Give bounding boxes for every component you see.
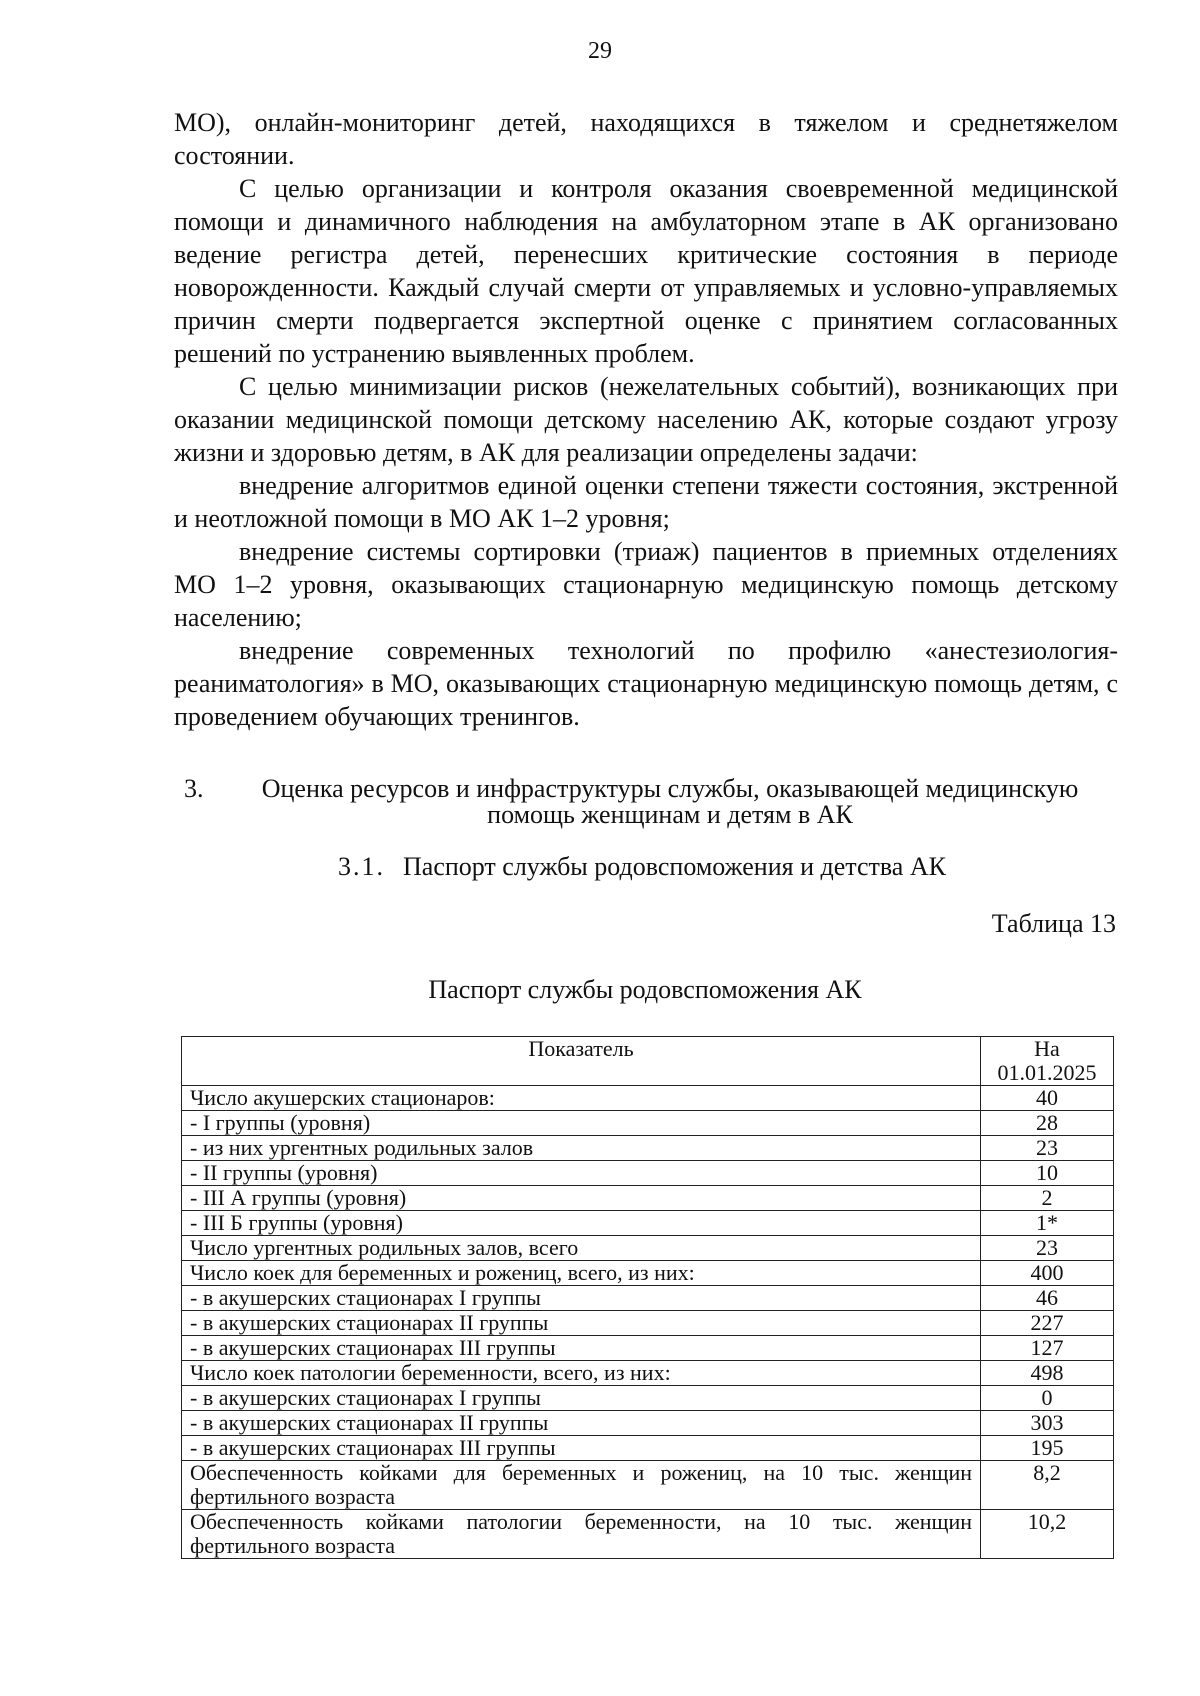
row-value: 227 [981, 1311, 1114, 1336]
table-row [182, 1510, 1114, 1559]
column-header-indicator: Показатель [182, 1037, 981, 1086]
row-indicator: - II группы (уровня) [182, 1161, 981, 1186]
list-item: внедрение алгоритмов единой оценки степени тяжести состояния, экстренной и неотложной помощи в МО АК 1–2 уровня; [174, 471, 1118, 533]
column-header-date: На 01.01.2025 [981, 1037, 1114, 1086]
row-indicator: - в акушерских стационарах III группы [182, 1436, 981, 1461]
list-item: внедрение системы сортировки (триаж) пациентов в приемных отделениях МО 1–2 уровня, оказывающих стационарную медицинскую помощь детскому населению; [174, 537, 1118, 632]
row-value: 23 [981, 1236, 1114, 1261]
row-indicator: Обеспеченность койками для беременных и рожениц, на 10 тыс. женщин фертильного возраста [182, 1461, 981, 1510]
row-value: 10 [981, 1161, 1114, 1186]
paragraph: С целью организации и контроля оказания своевременной медицинской помощи и динамичного наблюдения на амбулаторном этапе в АК организовано ведение регистра детей, перенесших критические состояния в периоде новорожденности. Каждый случай смерти от управляемых и условно-управляемых причин смерти подвергается экспертной оценке с принятием согласованных решений по устранению выявленных проблем. [174, 174, 1118, 368]
subsection-number: 3.1. [338, 852, 385, 881]
row-indicator: - III А группы (уровня) [182, 1186, 981, 1211]
section-title: Оценка ресурсов и инфраструктуры службы, оказывающей медицинскую помощь женщинам и детям в АК [261, 774, 1079, 829]
table-row [182, 1261, 1114, 1286]
table-row [182, 1161, 1114, 1186]
row-indicator: Число акушерских стационаров: [182, 1086, 981, 1111]
row-value: 8,2 [981, 1461, 1114, 1510]
subsection-title: Паспорт службы родовспоможения и детства АК [403, 852, 946, 881]
row-value: 1* [981, 1211, 1114, 1236]
table-row [182, 1111, 1114, 1136]
row-value: 46 [981, 1286, 1114, 1311]
row-value: 127 [981, 1336, 1114, 1361]
row-value: 0 [981, 1386, 1114, 1411]
row-indicator: Число ургентных родильных залов, всего [182, 1236, 981, 1261]
table-row [182, 1436, 1114, 1461]
row-indicator: - в акушерских стационарах III группы [182, 1336, 981, 1361]
table-label: Таблица 13 [991, 909, 1116, 938]
section-number: 3. [184, 774, 204, 803]
table-row [182, 1286, 1114, 1311]
table-row [182, 1086, 1114, 1111]
row-indicator: Обеспеченность койками патологии беременности, на 10 тыс. женщин фертильного возраста [182, 1510, 981, 1559]
row-indicator: - в акушерских стационарах I группы [182, 1386, 981, 1411]
table-row [182, 1386, 1114, 1411]
table-row [182, 1361, 1114, 1386]
row-value: 195 [981, 1436, 1114, 1461]
table-header-row [182, 1037, 1114, 1086]
row-value: 40 [981, 1086, 1114, 1111]
row-indicator: Число коек патологии беременности, всего, из них: [182, 1361, 981, 1386]
table-body [182, 1086, 1114, 1559]
list-item: внедрение современных технологий по профилю «анестезиология-реаниматология» в МО, оказывающих стационарную медицинскую помощь детям, с проведением обучающих тренингов. [174, 636, 1118, 731]
row-indicator: - в акушерских стационарах II группы [182, 1411, 981, 1436]
row-value: 400 [981, 1261, 1114, 1286]
row-indicator: - в акушерских стационарах I группы [182, 1286, 981, 1311]
passport-table [181, 1036, 1114, 1559]
row-value: 28 [981, 1111, 1114, 1136]
row-indicator: - из них ургентных родильных залов [182, 1136, 981, 1161]
table-row [182, 1336, 1114, 1361]
row-indicator: - I группы (уровня) [182, 1111, 981, 1136]
page-number: 29 [588, 38, 612, 64]
row-value: 498 [981, 1361, 1114, 1386]
table-row [182, 1186, 1114, 1211]
row-indicator: - III Б группы (уровня) [182, 1211, 981, 1236]
row-value: 303 [981, 1411, 1114, 1436]
table-row [182, 1211, 1114, 1236]
table-title: Паспорт службы родовспоможения АК [428, 975, 862, 1004]
body-text [174, 106, 1118, 733]
row-value: 23 [981, 1136, 1114, 1161]
table-row [182, 1236, 1114, 1261]
row-indicator: Число коек для беременных и рожениц, всего, из них: [182, 1261, 981, 1286]
row-indicator: - в акушерских стационарах II группы [182, 1311, 981, 1336]
row-value: 10,2 [981, 1510, 1114, 1559]
section-heading [174, 776, 1118, 828]
table-row [182, 1136, 1114, 1161]
paragraph: С целью минимизации рисков (нежелательных событий), возникающих при оказании медицинской помощи детскому населению АК, которые создают угрозу жизни и здоровью детям, в АК для реализации определены задачи: [174, 372, 1118, 467]
subsection-heading [338, 852, 946, 882]
table-row [182, 1461, 1114, 1510]
table-row [182, 1311, 1114, 1336]
paragraph: МО), онлайн-мониторинг детей, находящихся в тяжелом и среднетяжелом состоянии. [174, 108, 1118, 170]
table-row [182, 1411, 1114, 1436]
row-value: 2 [981, 1186, 1114, 1211]
